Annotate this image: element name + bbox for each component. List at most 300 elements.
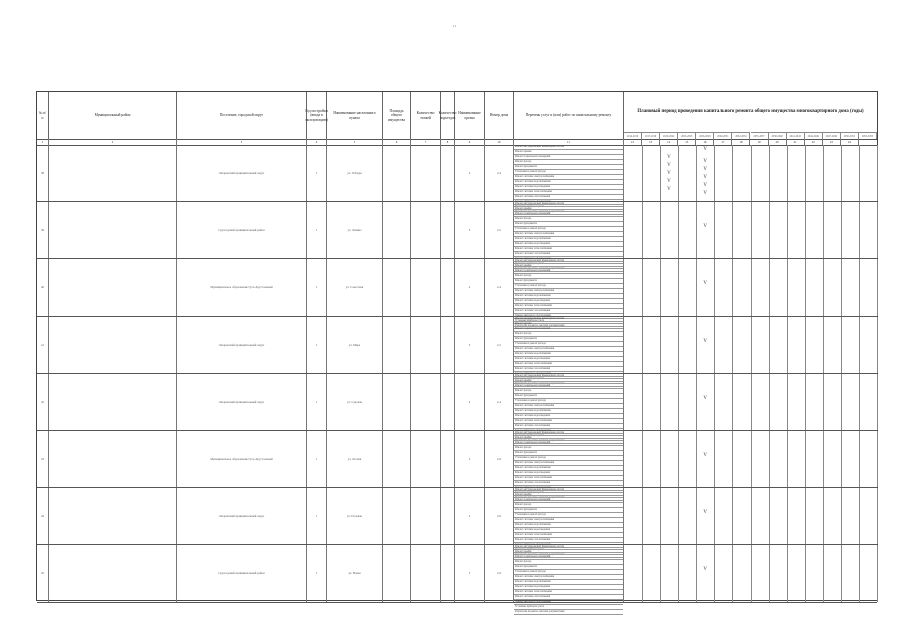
work-item: Разработка проектно-сметной документации [514,210,623,215]
work-item: Разработка проектно-сметной документации [514,610,623,615]
row-num: 38 [37,145,49,201]
row-house-no: 2-6 [485,431,514,487]
period-column-divider [859,431,860,487]
work-item: Ремонт системы газоснабжения [514,195,623,200]
check-mark: V [703,567,707,573]
period-column-divider [823,145,824,201]
row-floors [411,259,441,315]
check-mark: V [667,187,671,192]
period-column-divider [714,488,715,544]
period-column-divider [787,145,788,201]
row-municipality [49,259,177,315]
period-column-divider [805,374,806,430]
period-column-divider [859,488,860,544]
work-item: Замена лифтового оборудования [514,314,623,319]
row-house-no: 2-6 [485,545,514,601]
work-item: Ремонт системы газоснабжения [514,309,623,314]
work-item: Разработка проектно-сметной документации [514,496,623,501]
work-item: Ремонт внутридомовых инженерных систем [514,202,623,207]
row-municipality [49,145,177,201]
row-locality: Лазаревский муниципальный округ [177,374,307,430]
period-column-divider [859,317,860,373]
check-mark: V [703,510,707,516]
period-column-divider [751,202,752,258]
row-locality: Муниципальное образование Гусь-Хрустальный [177,259,307,315]
work-item: Замена лифтового оборудования [514,600,623,605]
period-column-divider [696,259,697,315]
period-column-divider [678,145,679,201]
period-column-divider [660,202,661,258]
page-number: 11 [453,24,456,28]
header-locality: Поселение, городской округ [177,92,307,139]
period-column-divider [877,259,878,315]
period-column-divider [769,202,770,258]
period-column-divider [678,374,679,430]
year-header-cell: 2041-2043 [787,132,805,139]
row-house-no: 2-6 [485,488,514,544]
work-item: Ремонт системы теплоснабжения [514,419,623,424]
work-item: Ремонт системы теплоснабжения [514,362,623,367]
row-locality: Лазаревский муниципальный округ [177,488,307,544]
header-address: Наименование населенного пункта [327,92,383,139]
work-item: Ремонт системы электроснабжения [514,461,623,466]
column-number-cell: 23 [823,139,841,145]
row-area [383,545,411,601]
row-area [383,259,411,315]
period-column-divider [642,488,643,544]
column-number-cell: 4 [307,139,327,145]
work-item: Ремонт крыши [514,264,623,269]
period-column-divider [732,431,733,487]
period-column-divider [877,545,878,601]
row-area [383,431,411,487]
table-row [37,145,877,213]
row-floors [411,431,441,487]
year-header-cell: 2044-2046 [805,132,823,139]
period-column-divider [841,431,842,487]
work-item: Ремонт системы газоснабжения [514,252,623,257]
capital-repair-table [36,91,878,614]
period-column-divider [769,145,770,201]
check-mark: V [703,395,707,401]
year-header-row [37,132,877,139]
period-column-divider [877,488,878,544]
period-column-divider [841,202,842,258]
work-item: Ремонт фасада [514,446,623,451]
period-column-divider [714,259,715,315]
work-item: Замена лифтового оборудования [514,257,623,262]
row-year: 1 [307,545,327,601]
period-column-divider [751,488,752,544]
column-number-cell: 18 [732,139,750,145]
period-column-divider [696,431,697,487]
period-column-divider [823,545,824,601]
work-item: Ремонт системы электроснабжения [514,232,623,237]
table-row [37,316,877,385]
work-item: Ремонт подвальных помещений [514,498,623,503]
period-column-divider [769,259,770,315]
work-item: Установка приборов учета [514,319,623,324]
work-item: Ремонт внутридомовых инженерных систем [514,259,623,264]
row-floors [411,488,441,544]
period-column-divider [660,545,661,601]
work-item: Ремонт фасада [514,274,623,279]
period-column-divider [823,488,824,544]
period-column-divider [732,374,733,430]
period-column-divider [877,431,878,487]
row-address: ул. Мира [327,317,383,373]
table-header [37,92,877,140]
work-item: Замена лифтового оборудования [514,372,623,377]
row-house-no: 2-4 [485,145,514,201]
work-item: Установка приборов учета [514,491,623,496]
period-column-divider [642,431,643,487]
work-item: Ремонт системы электроснабжения [514,289,623,294]
row-locality: Лазаревский муниципальный округ [177,317,307,373]
row-year: 1 [307,488,327,544]
period-column-divider [678,545,679,601]
row-entrances [441,202,455,258]
check-mark: V [703,167,707,172]
check-mark: V [703,338,707,344]
year-header-cell: 2023-2025 [678,132,696,139]
row-address: ул. Советская [327,259,383,315]
row-floors [411,317,441,373]
work-item: Ремонт подвальных помещений [514,212,623,217]
period-column-divider [660,317,661,373]
work-item: Ремонт системы теплоснабжения [514,533,623,538]
period-column-divider [696,202,697,258]
row-municipality [49,545,177,601]
row-municipality [49,488,177,544]
period-column-divider [841,259,842,315]
year-header-cell: 2014-2016 [624,132,642,139]
period-column-divider [751,259,752,315]
work-item: Утепление и ремонт фасада [514,170,623,175]
period-column-divider [841,488,842,544]
year-header-cell: 2029-2031 [714,132,732,139]
period-column-divider [841,317,842,373]
period-column-divider [660,145,661,201]
period-column-divider [841,145,842,201]
work-item: Установка приборов учета [514,605,623,610]
works-list [514,431,624,499]
work-item: Разработка проектно-сметной документации [514,267,623,272]
row-house-no: 2-5 [485,317,514,373]
period-column-divider [805,431,806,487]
column-number-cell: 2 [49,139,177,145]
row-floors [411,374,441,430]
period-column-divider [787,374,788,430]
row-area [383,317,411,373]
check-mark: V [703,183,707,188]
check-mark: V [703,191,707,196]
row-year: 1 [307,374,327,430]
period-column-divider [660,488,661,544]
row-area-total: 4 [455,488,485,544]
work-item: Ремонт системы теплоснабжения [514,247,623,252]
row-area-total: 5 [455,317,485,373]
work-item: Установка приборов учета [514,434,623,439]
period-column-divider [877,317,878,373]
period-column-divider [732,545,733,601]
work-item: Ремонт системы газоснабжения [514,595,623,600]
period-column-divider [660,431,661,487]
year-header-cell: 2026-2028 [696,132,714,139]
header-house-no: Номер дома [485,92,514,139]
period-column-divider [787,545,788,601]
table-row [37,202,877,271]
period-column-divider [769,317,770,373]
row-address: ул. Ленина [327,202,383,258]
works-list [514,545,624,614]
work-item: Утепление и ремонт фасада [514,399,623,404]
period-column-divider [642,317,643,373]
check-mark: V [667,179,671,184]
work-item: Ремонт крыши [514,322,623,327]
row-entrances [441,259,455,315]
work-item: Установка приборов учета [514,205,623,210]
work-item: Ремонт внутридомовых инженерных систем [514,545,623,550]
row-address: ул. Новая [327,545,383,601]
work-item: Ремонт подвальных помещений [514,384,623,389]
row-municipality [49,431,177,487]
column-number-cell: 22 [805,139,823,145]
column-number-cell: 3 [177,139,307,145]
row-num: 39 [37,202,49,258]
row-locality: Муниципальное образование Гусь-Хрустальный [177,431,307,487]
check-mark: V [703,159,707,164]
year-header-cell: 2050-2052 [841,132,859,139]
period-column-divider [805,545,806,601]
period-column-divider [714,317,715,373]
table-row [37,431,877,499]
row-num: 42 [37,374,49,430]
row-year: 1 [307,202,327,258]
work-item: Ремонт системы теплоснабжения [514,590,623,595]
period-column-divider [732,202,733,258]
column-number-cell: 10 [485,139,514,145]
period-column-divider [751,545,752,601]
work-item: Ремонт крыши [514,493,623,498]
period-column-divider [751,374,752,430]
column-number-cell: 7 [411,139,441,145]
work-item: Ремонт системы газоснабжения [514,538,623,543]
period-column-divider [642,202,643,258]
period-column-divider [877,145,878,201]
period-column-divider [714,374,715,430]
row-area-total: 5 [455,431,485,487]
check-mark: V [667,171,671,176]
period-column-divider [732,145,733,201]
works-list [514,145,624,213]
period-column-divider [642,374,643,430]
work-item: Ремонт системы водоотведения [514,528,623,533]
work-item: Ремонт фундамента [514,565,623,570]
period-column-divider [823,202,824,258]
period-column-divider [732,259,733,315]
row-municipality [49,317,177,373]
row-entrances [441,431,455,487]
work-item: Разработка проектно-сметной документации [514,324,623,329]
row-year: 1 [307,145,327,201]
period-column-divider [859,259,860,315]
table-row [37,545,877,614]
period-column-divider [696,488,697,544]
period-column-divider [769,374,770,430]
work-item: Ремонт фасада [514,503,623,508]
row-area-total: 5 [455,202,485,258]
row-entrances [441,317,455,373]
row-num: 40 [37,259,49,315]
work-item: Утепление и ремонт фасада [514,284,623,289]
header-works: Перечень услуг и (или) работ по капитальному ремонту [514,92,624,139]
row-area-total: 5 [455,545,485,601]
work-item: Ремонт подвальных помещений [514,327,623,332]
work-item: Разработка проектно-сметной документации [514,439,623,444]
works-list [514,202,624,271]
period-column-divider [696,317,697,373]
work-item: Ремонт фундамента [514,279,623,284]
column-number-cell: 17 [714,139,732,145]
work-item: Ремонт системы теплоснабжения [514,304,623,309]
column-number-cell: 1 [37,139,49,145]
period-column-divider [678,317,679,373]
period-column-divider [787,488,788,544]
period-column-divider [859,374,860,430]
check-mark: V [703,147,707,152]
work-item: Разработка проектно-сметной документации [514,382,623,387]
work-item: Ремонт крыши [514,550,623,555]
column-number-cell: 24 [841,139,859,145]
work-item: Ремонт фасада [514,160,623,165]
row-locality: Лазаревский муниципальный округ [177,145,307,201]
work-item: Ремонт системы водоотведения [514,471,623,476]
header-year-built: Год постройки (ввода в эксплуатацию) [307,92,327,139]
period-column-divider [660,374,661,430]
work-item: Ремонт фундамента [514,508,623,513]
period-column-divider [678,488,679,544]
row-address: ул. Лесная [327,431,383,487]
row-address: ул. Полевая [327,488,383,544]
work-item: Ремонт внутридомовых инженерных систем [514,488,623,493]
period-column-divider [787,259,788,315]
period-column-divider [696,145,697,201]
period-column-divider [769,488,770,544]
work-item: Ремонт системы теплоснабжения [514,190,623,195]
row-num: 45 [37,545,49,601]
work-item: Ремонт внутридомовых инженерных систем [514,374,623,379]
work-item: Ремонт крыши [514,379,623,384]
row-year: 1 [307,317,327,373]
period-column-divider [751,145,752,201]
work-item: Ремонт подвальных помещений [514,441,623,446]
period-column-divider [769,545,770,601]
work-item: Замена лифтового оборудования [514,429,623,434]
period-column-divider [823,374,824,430]
check-mark: V [703,175,707,180]
column-number-cell: 12 [624,139,642,145]
work-item: Ремонт подвальных помещений [514,269,623,274]
work-item: Утепление и ремонт фасада [514,456,623,461]
work-item: Ремонт системы водоснабжения [514,294,623,299]
period-column-divider [714,202,715,258]
work-item: Ремонт крыши [514,150,623,155]
year-header-cell: 2047-2049 [823,132,841,139]
period-column-divider [805,202,806,258]
work-item: Утепление и ремонт фасада [514,227,623,232]
row-area [383,145,411,201]
work-item: Ремонт системы водоотведения [514,242,623,247]
row-entrances [441,374,455,430]
row-entrances [441,488,455,544]
work-item: Ремонт системы водоотведения [514,299,623,304]
period-column-divider [859,202,860,258]
year-header-cell: 2032-2034 [732,132,750,139]
header-entrances: Количество подъездов [441,92,455,139]
work-item: Ремонт фасада [514,560,623,565]
check-mark: V [667,155,671,160]
work-item: Ремонт фасада [514,389,623,394]
work-item: Замена лифтового оборудования [514,543,623,548]
table-row [37,373,877,442]
row-area [383,374,411,430]
row-municipality [49,202,177,258]
row-area [383,202,411,258]
work-item: Ремонт системы электроснабжения [514,518,623,523]
work-item: Ремонт системы электроснабжения [514,175,623,180]
row-num: 43 [37,431,49,487]
period-column-divider [642,545,643,601]
period-column-divider [877,202,878,258]
period-column-divider [732,317,733,373]
row-entrances [441,545,455,601]
row-locality: Судогодский муниципальный район [177,545,307,601]
work-item: Разработка проектно-сметной документации [514,553,623,558]
column-number-cell: 21 [787,139,805,145]
period-column-divider [660,259,661,315]
row-entrances [441,145,455,201]
work-item: Ремонт крыши [514,436,623,441]
period-column-divider [823,317,824,373]
work-item: Ремонт системы водоснабжения [514,523,623,528]
year-header-cell: 2038-2040 [769,132,787,139]
works-list [514,316,624,385]
column-number-cell: 11 [514,139,624,145]
works-list [514,373,624,442]
header-area-total: Наименование органа [455,92,485,139]
column-number-cell: 16 [696,139,714,145]
period-column-divider [823,259,824,315]
work-item: Ремонт подвальных помещений [514,555,623,560]
header-period-title: Плановый период проведения капитального ремонта общего имущества многоквартирного дома (годы) [637,109,864,115]
row-num: 41 [37,317,49,373]
work-item: Ремонт фундамента [514,165,623,170]
column-number-cell: 15 [678,139,696,145]
work-item: Ремонт фундамента [514,222,623,227]
period-column-divider [787,431,788,487]
header-municipality: Муниципальный район [49,92,177,139]
period-column-divider [714,545,715,601]
period-column-divider [841,545,842,601]
period-column-divider [751,431,752,487]
work-item: Ремонт фундамента [514,394,623,399]
period-column-divider [714,431,715,487]
period-column-divider [642,259,643,315]
work-item: Ремонт системы водоснабжения [514,580,623,585]
work-item: Установка приборов учета [514,377,623,382]
column-number-cell: 5 [327,139,383,145]
